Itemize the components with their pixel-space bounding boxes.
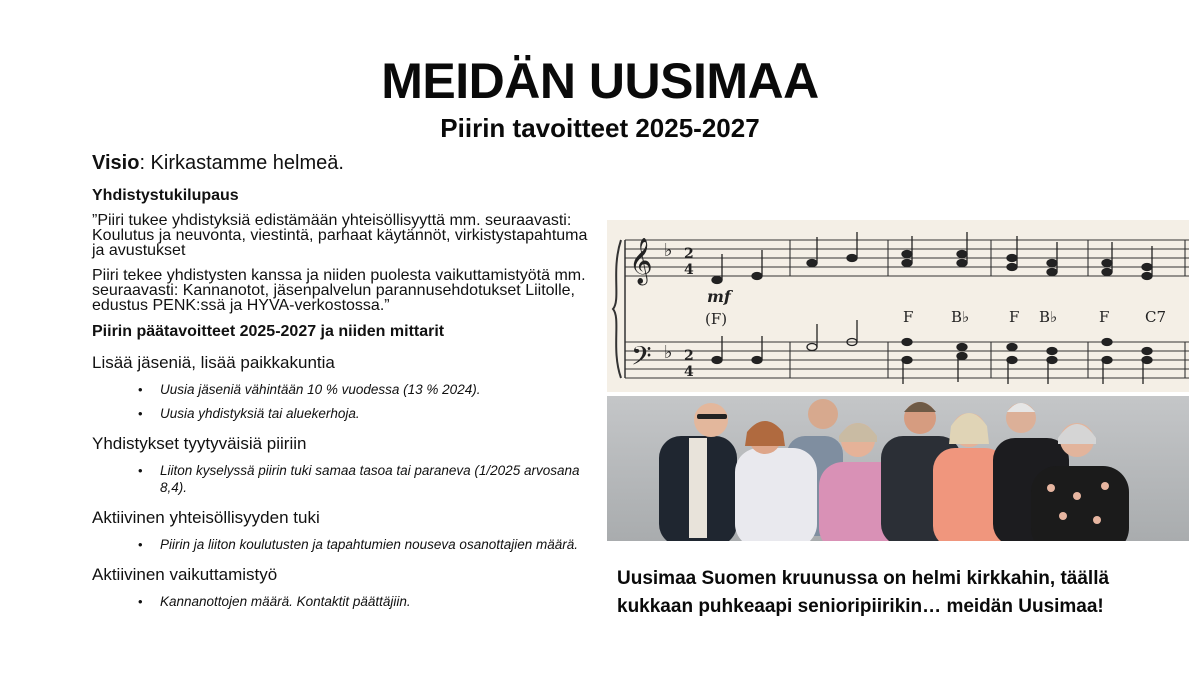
goal-bullet: • Uusia jäseniä vähintään 10 % vuodessa (13 % 2024). [92, 381, 592, 398]
time-signature-bottom: 4 [684, 262, 694, 278]
chord-symbol: F [1099, 308, 1110, 326]
vision-line [92, 152, 592, 175]
promise-paragraph-2: Piiri tekee yhdistysten kanssa ja niiden puolesta vaikuttamistyötä mm. seuraavasti: Kannanotot, jäsenpalvelun parannusehdotukset Liitolle, edustus PENK:ssä ja HYVA-verkostossa.” [92, 267, 586, 314]
svg-text:𝄢: 𝄢 [631, 340, 652, 378]
slide-subtitle: Piirin tavoitteet 2025-2027 [440, 113, 760, 143]
goal-title: Yhdistykset tyytyväisiä piiriin [92, 434, 307, 453]
chord-symbol: B♭ [1039, 308, 1058, 326]
promise-heading: Yhdistystukilupaus [92, 187, 239, 204]
chord-symbol: F [903, 308, 914, 326]
slide-title: MEIDÄN UUSIMAA [381, 53, 819, 109]
caption-line-2: kukkaan puhkeaapi senioripiirikin… meidän Uusimaa! [617, 596, 1104, 617]
chord-symbol: (F) [705, 310, 728, 328]
time-signature-top: 2 [684, 246, 694, 262]
sheet-music-image [607, 220, 1189, 392]
svg-text:♭: ♭ [664, 240, 673, 261]
goal-bullets [92, 381, 592, 422]
caption-line-1: Uusimaa Suomen kruunussa on helmi kirkkahin, täällä [617, 568, 1110, 589]
time-signature-bottom: 4 [684, 364, 694, 380]
promise-paragraph-1: ”Piiri tukee yhdistyksiä edistämään yhteisöllisyyttä mm. seuraavasti: Koulutus ja neuvonta, viestintä, parhaat käytännöt, virkistystapahtuma ja avustukset [92, 212, 588, 259]
chord-symbol: B♭ [951, 308, 970, 326]
goal-bullets [92, 536, 592, 553]
sheet-music-icon [607, 220, 1189, 392]
vision-text: : Kirkastamme helmeä. [139, 152, 344, 174]
goal-bullet: • Kannanottojen määrä. Kontaktit päättäjiin. [92, 593, 592, 610]
goal-bullets [92, 593, 592, 610]
group-photo-icon [607, 396, 1189, 541]
goal-bullet: • Liiton kyselyssä piirin tuki samaa tasoa tai paraneva (1/2025 arvosana 8,4). [92, 462, 592, 496]
svg-text:𝄞: 𝄞 [629, 238, 653, 284]
chord-symbol: C7 [1145, 308, 1167, 326]
goal-title: Lisää jäseniä, lisää paikkakuntia [92, 353, 335, 372]
goals-heading: Piirin päätavoitteet 2025-2027 ja niiden mittarit [92, 323, 445, 340]
vision-label: Visio [92, 152, 140, 174]
goal-title: Aktiivinen vaikuttamistyö [92, 565, 278, 584]
song-caption [617, 565, 1187, 621]
left-column [92, 152, 592, 617]
goal-title: Aktiivinen yhteisöllisyyden tuki [92, 508, 320, 527]
goal-bullets [92, 462, 592, 496]
chord-symbol: F [1009, 308, 1020, 326]
goal-bullet: • Uusia yhdistyksiä tai aluekerhoja. [92, 405, 592, 422]
svg-text:♭: ♭ [664, 342, 673, 363]
dynamic-marking: mf [707, 287, 731, 306]
time-signature-top: 2 [684, 348, 694, 364]
goal-bullet: • Piirin ja liiton koulutusten ja tapahtumien nouseva osanottajien määrä. [92, 536, 592, 553]
group-photo [607, 396, 1189, 541]
